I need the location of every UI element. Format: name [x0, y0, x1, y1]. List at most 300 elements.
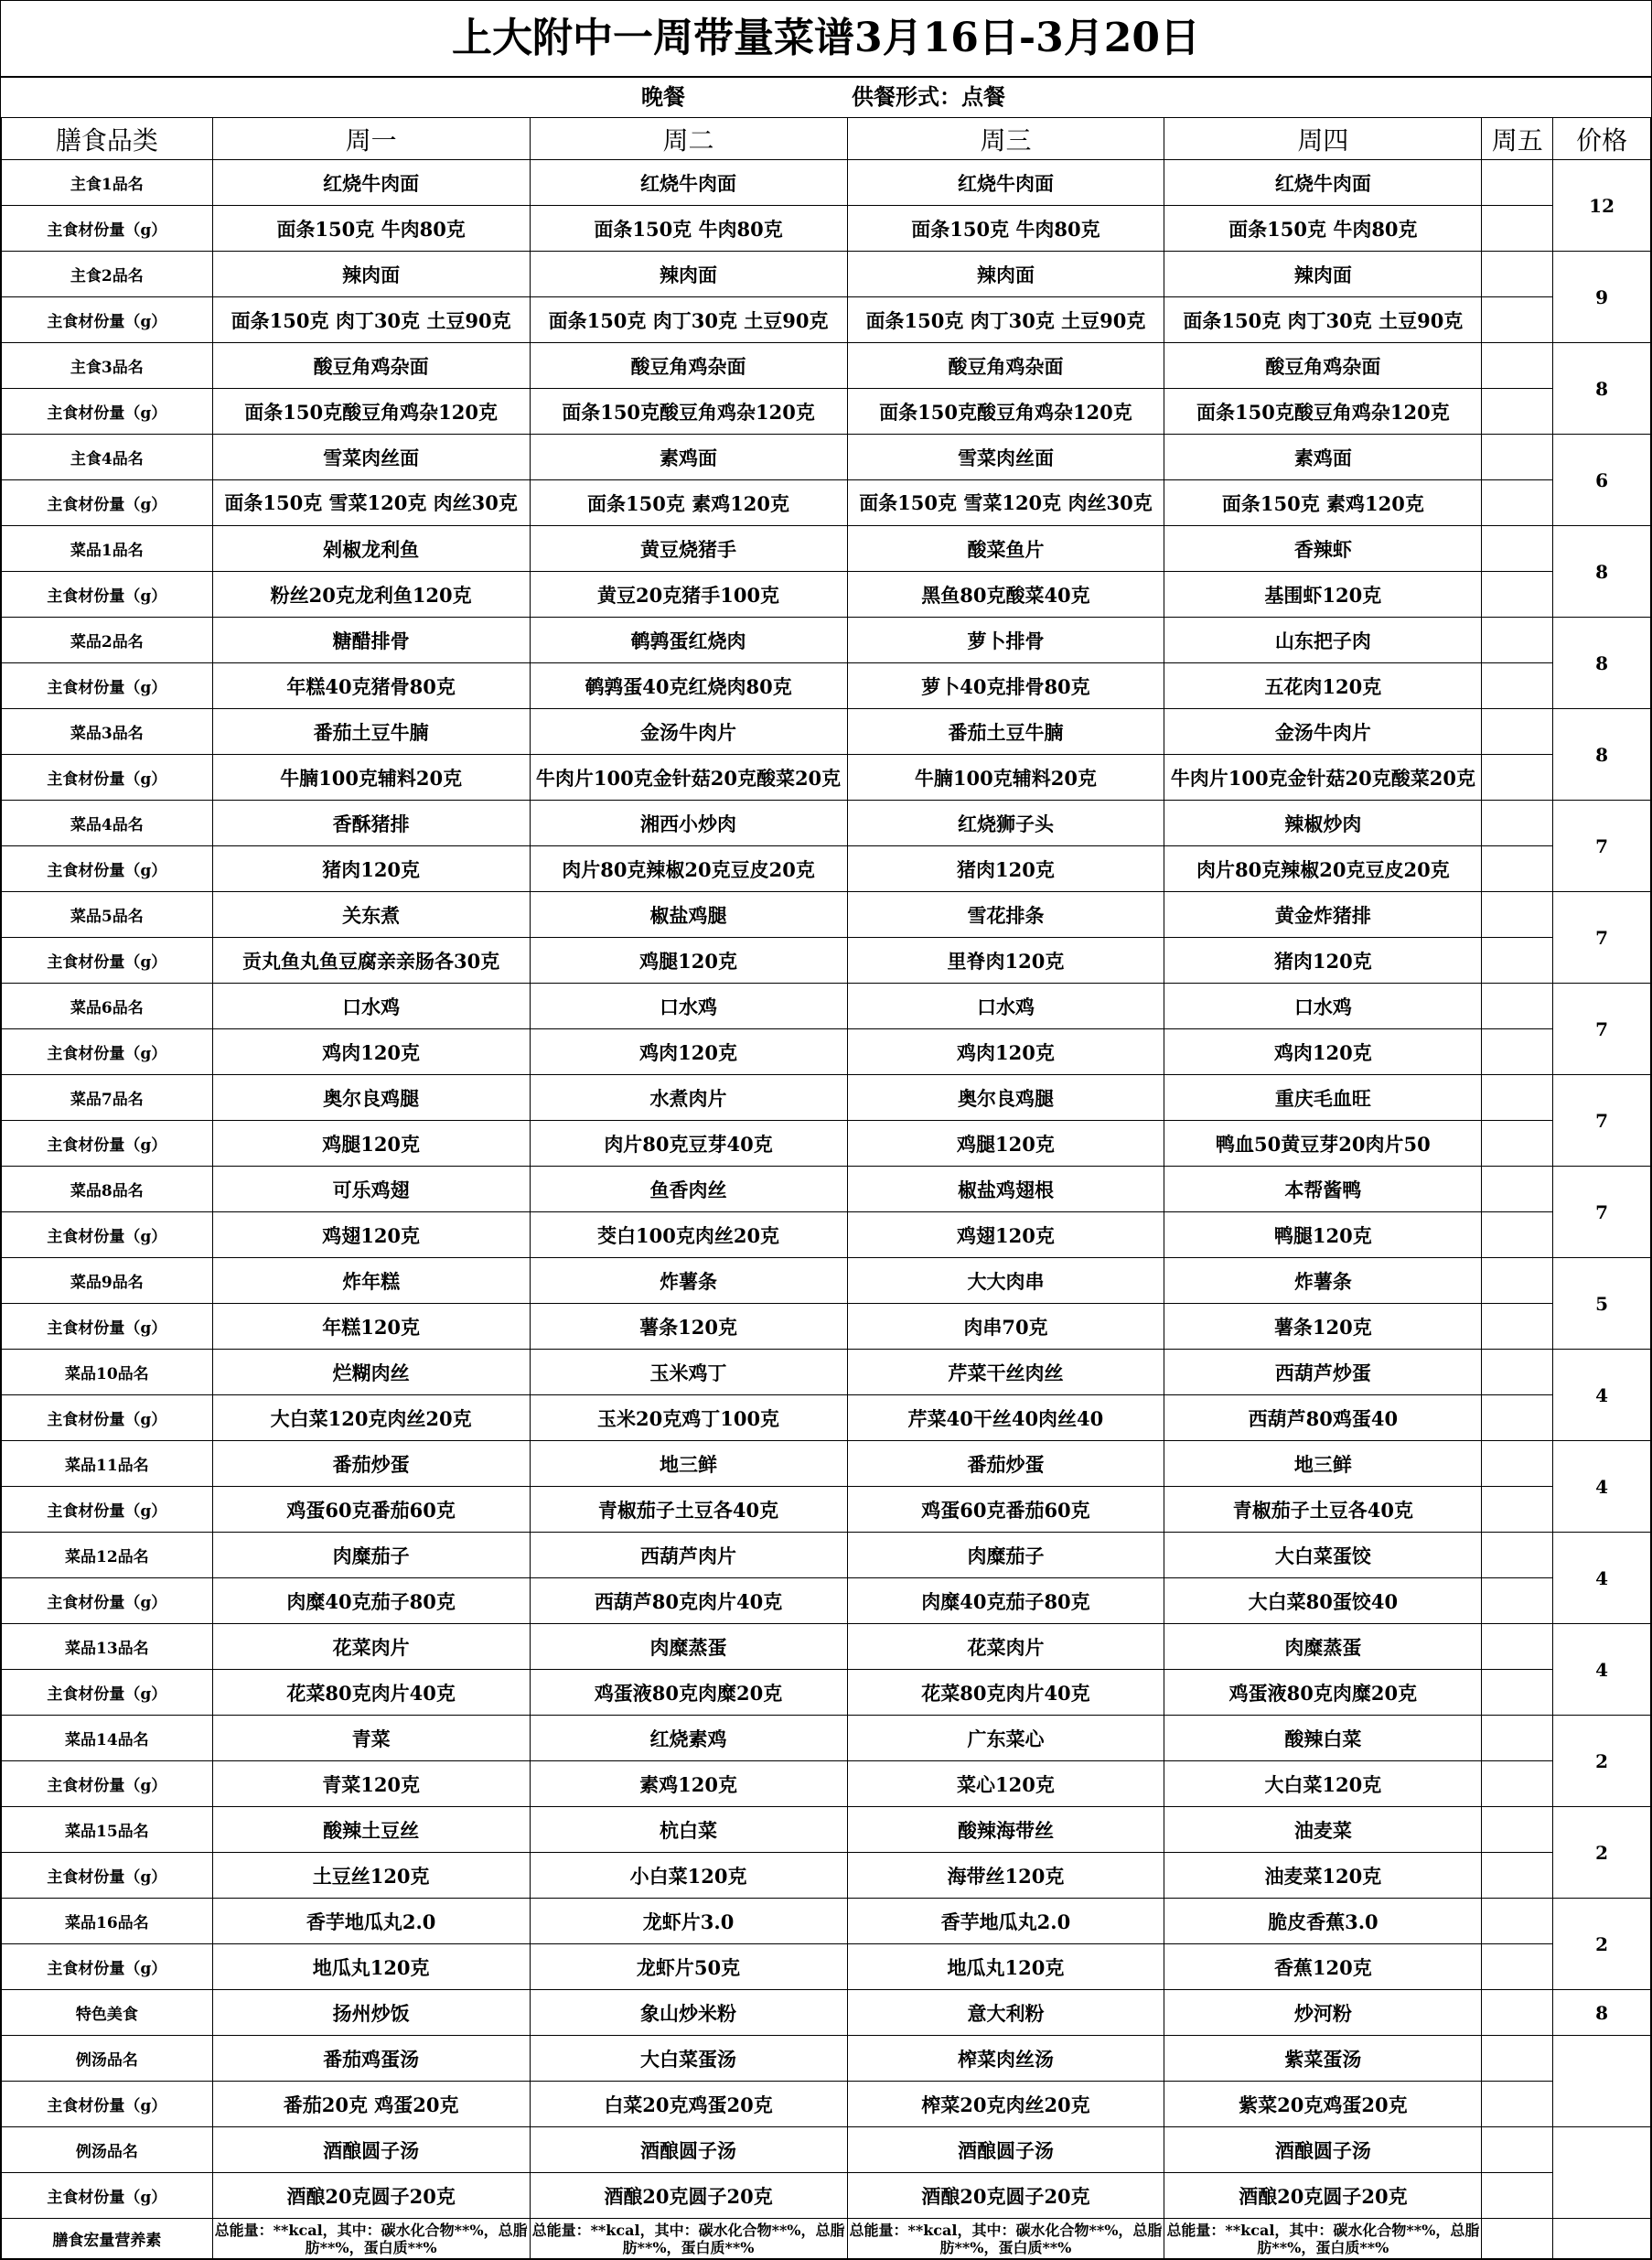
portion-cell: 茭白100克肉丝20克 [530, 1212, 847, 1258]
menu-item-qty-row [2, 1304, 1651, 1350]
portion-cell: 面条150克 牛肉80克 [1164, 206, 1482, 252]
row-label: 主食材份量（g） [2, 480, 213, 526]
portion-cell: 萝卜40克排骨80克 [847, 663, 1164, 709]
dish-name-cell: 酸豆角鸡杂面 [847, 343, 1164, 389]
portion-cell: 牛肉片100克金针菇20克酸菜20克 [530, 755, 847, 801]
menu-item-qty-row [2, 1944, 1651, 1990]
menu-item-name-row [2, 1258, 1651, 1304]
dish-name-cell: 西葫芦肉片 [530, 1533, 847, 1578]
portion-cell: 花菜80克肉片40克 [847, 1670, 1164, 1716]
portion-cell: 番茄20克 鸡蛋20克 [212, 2082, 530, 2127]
row-label: 主食材份量（g） [2, 1212, 213, 1258]
dish-name-cell [1482, 435, 1553, 480]
portion-cell: 面条150克 牛肉80克 [530, 206, 847, 252]
dish-name-cell: 辣肉面 [530, 252, 847, 297]
portion-cell [1482, 389, 1553, 435]
menu-item-qty-row [2, 755, 1651, 801]
menu-item-name-row [2, 1624, 1651, 1670]
header-monday: 周一 [212, 118, 530, 160]
portion-cell: 里脊肉120克 [847, 938, 1164, 984]
portion-cell: 薯条120克 [530, 1304, 847, 1350]
menu-item-name-row [2, 1716, 1651, 1761]
row-label: 菜品12品名 [2, 1533, 213, 1578]
dish-name-cell [1482, 1441, 1553, 1487]
dish-name-cell: 酒酿圆子汤 [212, 2127, 530, 2173]
row-label: 主食材份量（g） [2, 572, 213, 618]
menu-item-qty-row [2, 1853, 1651, 1899]
portion-cell: 面条150克 牛肉80克 [212, 206, 530, 252]
dish-name-cell: 大大肉串 [847, 1258, 1164, 1304]
price-cell: 2 [1553, 1899, 1651, 1990]
dish-name-cell: 炸薯条 [1164, 1258, 1482, 1304]
price-cell: 7 [1553, 801, 1651, 892]
menu-item-name-row [2, 1899, 1651, 1944]
dish-name-cell: 萝卜排骨 [847, 618, 1164, 663]
price-cell: 6 [1553, 435, 1651, 526]
row-label: 例汤品名 [2, 2036, 213, 2082]
portion-cell [1482, 1212, 1553, 1258]
menu-item-name-row [2, 1807, 1651, 1853]
row-label: 菜品9品名 [2, 1258, 213, 1304]
portion-cell: 鸡蛋60克番茄60克 [212, 1487, 530, 1533]
price-cell: 2 [1553, 1807, 1651, 1899]
soup-name-row [2, 2127, 1651, 2173]
portion-cell: 面条150克 肉丁30克 土豆90克 [530, 297, 847, 343]
portion-cell: 鹌鹑蛋40克红烧肉80克 [530, 663, 847, 709]
portion-cell [1482, 480, 1553, 526]
menu-item-qty-row [2, 389, 1651, 435]
dish-name-cell: 本帮酱鸭 [1164, 1167, 1482, 1212]
header-tuesday: 周二 [530, 118, 847, 160]
soup-qty-row [2, 2173, 1651, 2219]
page-title: 上大附中一周带量菜谱3月16日-3月20日 [1, 1, 1651, 78]
dish-name-cell: 香芋地瓜丸2.0 [847, 1899, 1164, 1944]
dish-name-cell: 金汤牛肉片 [530, 709, 847, 755]
menu-table [1, 117, 1651, 2259]
portion-cell: 鸡蛋液80克肉糜20克 [1164, 1670, 1482, 1716]
menu-item-qty-row [2, 1029, 1651, 1075]
row-label: 主食材份量（g） [2, 1578, 213, 1624]
portion-cell [1482, 2173, 1553, 2219]
row-label: 菜品16品名 [2, 1899, 213, 1944]
portion-cell: 面条150克 素鸡120克 [530, 480, 847, 526]
menu-item-qty-row [2, 1395, 1651, 1441]
portion-cell: 大白菜80蛋饺40 [1164, 1578, 1482, 1624]
row-label: 菜品5品名 [2, 892, 213, 938]
dish-name-cell [1482, 618, 1553, 663]
row-label: 菜品4品名 [2, 801, 213, 846]
price-cell: 5 [1553, 1258, 1651, 1350]
dish-name-cell [1482, 526, 1553, 572]
dish-name-cell: 口水鸡 [530, 984, 847, 1029]
row-label: 主食材份量（g） [2, 1853, 213, 1899]
dish-name-cell: 雪菜肉丝面 [212, 435, 530, 480]
dish-name-cell: 香辣虾 [1164, 526, 1482, 572]
portion-cell: 五花肉120克 [1164, 663, 1482, 709]
dish-name-cell: 大白菜蛋汤 [530, 2036, 847, 2082]
menu-item-name-row [2, 984, 1651, 1029]
portion-cell [1482, 1121, 1553, 1167]
dish-name-cell: 油麦菜 [1164, 1807, 1482, 1853]
dish-name-cell: 肉糜蒸蛋 [530, 1624, 847, 1670]
portion-cell: 鸡翅120克 [212, 1212, 530, 1258]
dish-name-cell: 鱼香肉丝 [530, 1167, 847, 1212]
menu-item-name-row [2, 1533, 1651, 1578]
portion-cell [1482, 846, 1553, 892]
dish-name-cell: 肉糜蒸蛋 [1164, 1624, 1482, 1670]
dish-name-cell [1482, 1624, 1553, 1670]
meal-info-bar [1, 76, 1651, 118]
row-label: 主食材份量（g） [2, 297, 213, 343]
menu-item-name-row [2, 1350, 1651, 1395]
dish-name-cell: 香酥猪排 [212, 801, 530, 846]
row-label: 菜品14品名 [2, 1716, 213, 1761]
dish-name-cell [1482, 2127, 1553, 2173]
header-wednesday: 周三 [847, 118, 1164, 160]
dish-name-cell: 关东煮 [212, 892, 530, 938]
price-cell: 4 [1553, 1441, 1651, 1533]
portion-cell: 面条150克酸豆角鸡杂120克 [1164, 389, 1482, 435]
dish-name-cell: 番茄炒蛋 [212, 1441, 530, 1487]
price-cell: 8 [1553, 526, 1651, 618]
dish-name-cell: 雪菜肉丝面 [847, 435, 1164, 480]
dish-name-cell: 重庆毛血旺 [1164, 1075, 1482, 1121]
dish-name-cell [1482, 1716, 1553, 1761]
menu-body [2, 160, 1651, 2259]
menu-item-name-row [2, 435, 1651, 480]
portion-cell: 青椒茄子土豆各40克 [530, 1487, 847, 1533]
dish-name-cell: 地三鲜 [1164, 1441, 1482, 1487]
dish-name-cell: 湘西小炒肉 [530, 801, 847, 846]
dish-name-cell: 香芋地瓜丸2.0 [212, 1899, 530, 1944]
price-cell: 4 [1553, 1533, 1651, 1624]
portion-cell [1482, 1944, 1553, 1990]
portion-cell [1482, 572, 1553, 618]
row-label: 主食材份量（g） [2, 1029, 213, 1075]
row-label: 主食1品名 [2, 160, 213, 206]
price-cell: 12 [1553, 160, 1651, 252]
menu-item-qty-row [2, 1487, 1651, 1533]
portion-cell: 酒酿20克圆子20克 [1164, 2173, 1482, 2219]
portion-cell: 香蕉120克 [1164, 1944, 1482, 1990]
portion-cell: 猪肉120克 [212, 846, 530, 892]
dish-name-cell [1482, 1899, 1553, 1944]
portion-cell: 青椒茄子土豆各40克 [1164, 1487, 1482, 1533]
row-label: 主食材份量（g） [2, 846, 213, 892]
portion-cell: 花菜80克肉片40克 [212, 1670, 530, 1716]
dish-name-cell: 红烧牛肉面 [847, 160, 1164, 206]
dish-name-cell: 奥尔良鸡腿 [847, 1075, 1164, 1121]
row-label: 菜品1品名 [2, 526, 213, 572]
dish-name-cell: 番茄土豆牛腩 [212, 709, 530, 755]
row-label: 例汤品名 [2, 2127, 213, 2173]
dish-name-cell: 口水鸡 [1164, 984, 1482, 1029]
dish-name-cell: 杭白菜 [530, 1807, 847, 1853]
dish-name-cell [1482, 1350, 1553, 1395]
header-row [2, 118, 1651, 160]
dish-name-cell: 鹌鹑蛋红烧肉 [530, 618, 847, 663]
dish-name-cell: 西葫芦炒蛋 [1164, 1350, 1482, 1395]
portion-cell [1482, 2082, 1553, 2127]
dish-name-cell: 大白菜蛋饺 [1164, 1533, 1482, 1578]
dish-name-cell: 花菜肉片 [847, 1624, 1164, 1670]
row-label: 主食3品名 [2, 343, 213, 389]
portion-cell: 牛腩100克辅料20克 [847, 755, 1164, 801]
dish-name-cell: 红烧牛肉面 [212, 160, 530, 206]
dish-name-cell: 红烧狮子头 [847, 801, 1164, 846]
portion-cell [1482, 663, 1553, 709]
menu-item-name-row [2, 252, 1651, 297]
portion-cell: 猪肉120克 [847, 846, 1164, 892]
dish-name-cell: 意大利粉 [847, 1990, 1164, 2036]
dish-name-cell: 番茄炒蛋 [847, 1441, 1164, 1487]
portion-cell: 黑鱼80克酸菜40克 [847, 572, 1164, 618]
dish-name-cell: 青菜 [212, 1716, 530, 1761]
dish-name-cell: 炸薯条 [530, 1258, 847, 1304]
portion-cell: 面条150克酸豆角鸡杂120克 [530, 389, 847, 435]
dish-name-cell: 酸豆角鸡杂面 [530, 343, 847, 389]
row-label: 菜品3品名 [2, 709, 213, 755]
portion-cell: 酒酿20克圆子20克 [530, 2173, 847, 2219]
menu-item-qty-row [2, 846, 1651, 892]
portion-cell: 年糕40克猪骨80克 [212, 663, 530, 709]
dish-name-cell: 口水鸡 [212, 984, 530, 1029]
meal-type: 晚餐 [641, 83, 685, 110]
row-label: 菜品11品名 [2, 1441, 213, 1487]
menu-item-qty-row [2, 1761, 1651, 1807]
row-label: 特色美食 [2, 1990, 213, 2036]
portion-cell: 鸡腿120克 [530, 938, 847, 984]
price-cell [1553, 2127, 1651, 2219]
portion-cell: 油麦菜120克 [1164, 1853, 1482, 1899]
portion-cell [1482, 1853, 1553, 1899]
price-cell: 9 [1553, 252, 1651, 343]
dish-name-cell: 素鸡面 [530, 435, 847, 480]
special-row [2, 1990, 1651, 2036]
portion-cell: 土豆丝120克 [212, 1853, 530, 1899]
portion-cell: 黄豆20克猪手100克 [530, 572, 847, 618]
row-label: 主食材份量（g） [2, 206, 213, 252]
menu-item-qty-row [2, 297, 1651, 343]
portion-cell: 鸡肉120克 [1164, 1029, 1482, 1075]
price-cell: 8 [1553, 618, 1651, 709]
portion-cell: 鸡肉120克 [530, 1029, 847, 1075]
dish-name-cell: 酒酿圆子汤 [1164, 2127, 1482, 2173]
row-label: 菜品15品名 [2, 1807, 213, 1853]
dish-name-cell: 酸辣白菜 [1164, 1716, 1482, 1761]
price-cell: 8 [1553, 709, 1651, 801]
menu-item-qty-row [2, 1121, 1651, 1167]
portion-cell: 鸡蛋液80克肉糜20克 [530, 1670, 847, 1716]
row-label: 主食材份量（g） [2, 1670, 213, 1716]
portion-cell: 菜心120克 [847, 1761, 1164, 1807]
dish-name-cell: 烂糊肉丝 [212, 1350, 530, 1395]
dish-name-cell: 糖醋排骨 [212, 618, 530, 663]
row-label: 菜品8品名 [2, 1167, 213, 1212]
menu-item-name-row [2, 1441, 1651, 1487]
dish-name-cell [1482, 801, 1553, 846]
nutrition-cell [1482, 2219, 1553, 2259]
dish-name-cell: 辣肉面 [847, 252, 1164, 297]
row-label: 主食2品名 [2, 252, 213, 297]
portion-cell: 薯条120克 [1164, 1304, 1482, 1350]
menu-item-qty-row [2, 480, 1651, 526]
dish-name-cell: 炒河粉 [1164, 1990, 1482, 2036]
row-label: 膳食宏量营养素 [2, 2219, 213, 2259]
row-label: 主食材份量（g） [2, 1395, 213, 1441]
portion-cell [1482, 1395, 1553, 1441]
nutrition-cell: 总能量：**kcal，其中：碳水化合物**%，总脂肪**%，蛋白质**% [530, 2219, 847, 2259]
portion-cell: 肉糜40克茄子80克 [212, 1578, 530, 1624]
menu-item-qty-row [2, 1212, 1651, 1258]
menu-item-name-row [2, 1075, 1651, 1121]
portion-cell: 鸭腿120克 [1164, 1212, 1482, 1258]
price-cell: 7 [1553, 1167, 1651, 1258]
dish-name-cell [1482, 1807, 1553, 1853]
portion-cell: 鸡肉120克 [847, 1029, 1164, 1075]
portion-cell: 面条150克 雪菜120克 肉丝30克 [847, 480, 1164, 526]
row-label: 主食材份量（g） [2, 938, 213, 984]
dish-name-cell: 山东把子肉 [1164, 618, 1482, 663]
dish-name-cell [1482, 160, 1553, 206]
dish-name-cell: 番茄土豆牛腩 [847, 709, 1164, 755]
menu-item-qty-row [2, 1670, 1651, 1716]
portion-cell: 地瓜丸120克 [212, 1944, 530, 1990]
nutrition-cell: 总能量：**kcal，其中：碳水化合物**%，总脂肪**%，蛋白质**% [212, 2219, 530, 2259]
dish-name-cell: 扬州炒饭 [212, 1990, 530, 2036]
portion-cell: 鸡腿120克 [847, 1121, 1164, 1167]
dish-name-cell: 酒酿圆子汤 [847, 2127, 1164, 2173]
portion-cell: 粉丝20克龙利鱼120克 [212, 572, 530, 618]
portion-cell [1482, 1029, 1553, 1075]
menu-item-qty-row [2, 663, 1651, 709]
portion-cell: 牛腩100克辅料20克 [212, 755, 530, 801]
row-label: 菜品7品名 [2, 1075, 213, 1121]
dish-name-cell: 辣肉面 [1164, 252, 1482, 297]
dish-name-cell: 番茄鸡蛋汤 [212, 2036, 530, 2082]
dish-name-cell: 椒盐鸡翅根 [847, 1167, 1164, 1212]
dish-name-cell [1482, 1533, 1553, 1578]
price-cell: 4 [1553, 1350, 1651, 1441]
price-cell [1553, 2036, 1651, 2127]
portion-cell: 玉米20克鸡丁100克 [530, 1395, 847, 1441]
row-label: 主食材份量（g） [2, 1121, 213, 1167]
row-label: 主食材份量（g） [2, 1487, 213, 1533]
portion-cell: 龙虾片50克 [530, 1944, 847, 1990]
portion-cell: 海带丝120克 [847, 1853, 1164, 1899]
portion-cell [1482, 1487, 1553, 1533]
dish-name-cell: 黄豆烧猪手 [530, 526, 847, 572]
portion-cell: 西葫芦80克肉片40克 [530, 1578, 847, 1624]
nutrition-row [2, 2219, 1651, 2259]
dish-name-cell: 剁椒龙利鱼 [212, 526, 530, 572]
menu-item-qty-row [2, 206, 1651, 252]
portion-cell: 肉片80克辣椒20克豆皮20克 [1164, 846, 1482, 892]
portion-cell: 芹菜40干丝40肉丝40 [847, 1395, 1164, 1441]
price-cell: 7 [1553, 892, 1651, 984]
portion-cell [1482, 297, 1553, 343]
portion-cell: 面条150克酸豆角鸡杂120克 [212, 389, 530, 435]
portion-cell: 青菜120克 [212, 1761, 530, 1807]
header-category: 膳食品类 [2, 118, 213, 160]
dish-name-cell [1482, 709, 1553, 755]
portion-cell: 紫菜20克鸡蛋20克 [1164, 2082, 1482, 2127]
portion-cell: 鸡肉120克 [212, 1029, 530, 1075]
menu-item-name-row [2, 618, 1651, 663]
portion-cell [1482, 206, 1553, 252]
menu-item-name-row [2, 892, 1651, 938]
dish-name-cell: 肉糜茄子 [847, 1533, 1164, 1578]
row-label: 菜品2品名 [2, 618, 213, 663]
dish-name-cell: 酸豆角鸡杂面 [1164, 343, 1482, 389]
row-label: 主食材份量（g） [2, 663, 213, 709]
portion-cell: 基围虾120克 [1164, 572, 1482, 618]
dish-name-cell: 炸年糕 [212, 1258, 530, 1304]
dish-name-cell: 红烧素鸡 [530, 1716, 847, 1761]
dish-name-cell: 龙虾片3.0 [530, 1899, 847, 1944]
dish-name-cell [1482, 1990, 1553, 2036]
portion-cell [1482, 938, 1553, 984]
row-label: 菜品6品名 [2, 984, 213, 1029]
menu-item-name-row [2, 526, 1651, 572]
soup-qty-row [2, 2082, 1651, 2127]
portion-cell: 酒酿20克圆子20克 [847, 2173, 1164, 2219]
nutrition-cell: 总能量：**kcal，其中：碳水化合物**%，总脂肪**%，蛋白质**% [847, 2219, 1164, 2259]
portion-cell [1482, 1578, 1553, 1624]
row-label: 主食材份量（g） [2, 389, 213, 435]
header-thursday: 周四 [1164, 118, 1482, 160]
dish-name-cell [1482, 892, 1553, 938]
row-label: 主食材份量（g） [2, 2173, 213, 2219]
row-label: 主食材份量（g） [2, 1761, 213, 1807]
portion-cell: 猪肉120克 [1164, 938, 1482, 984]
portion-cell: 酒酿20克圆子20克 [212, 2173, 530, 2219]
dish-name-cell: 象山炒米粉 [530, 1990, 847, 2036]
soup-name-row [2, 2036, 1651, 2082]
dish-name-cell: 辣肉面 [212, 252, 530, 297]
dish-name-cell: 酒酿圆子汤 [530, 2127, 847, 2173]
menu-item-name-row [2, 343, 1651, 389]
portion-cell: 地瓜丸120克 [847, 1944, 1164, 1990]
portion-cell: 贡丸鱼丸鱼豆腐亲亲肠各30克 [212, 938, 530, 984]
portion-cell: 榨菜20克肉丝20克 [847, 2082, 1164, 2127]
dish-name-cell: 辣椒炒肉 [1164, 801, 1482, 846]
portion-cell: 面条150克 肉丁30克 土豆90克 [847, 297, 1164, 343]
dish-name-cell: 酸辣土豆丝 [212, 1807, 530, 1853]
dish-name-cell [1482, 1258, 1553, 1304]
dish-name-cell: 花菜肉片 [212, 1624, 530, 1670]
portion-cell: 鸭血50黄豆芽20肉片50 [1164, 1121, 1482, 1167]
price-cell: 8 [1553, 1990, 1651, 2036]
dish-name-cell: 椒盐鸡腿 [530, 892, 847, 938]
portion-cell: 白菜20克鸡蛋20克 [530, 2082, 847, 2127]
portion-cell: 肉串70克 [847, 1304, 1164, 1350]
dish-name-cell: 奥尔良鸡腿 [212, 1075, 530, 1121]
price-cell [1553, 2219, 1651, 2259]
dish-name-cell: 酸菜鱼片 [847, 526, 1164, 572]
menu-item-qty-row [2, 938, 1651, 984]
menu-item-name-row [2, 1167, 1651, 1212]
dish-name-cell [1482, 343, 1553, 389]
price-cell: 4 [1553, 1624, 1651, 1716]
dish-name-cell [1482, 1167, 1553, 1212]
portion-cell: 鸡翅120克 [847, 1212, 1164, 1258]
header-friday: 周五 [1482, 118, 1553, 160]
portion-cell: 大白菜120克肉丝20克 [212, 1395, 530, 1441]
row-label: 菜品10品名 [2, 1350, 213, 1395]
dish-name-cell [1482, 2036, 1553, 2082]
dish-name-cell: 口水鸡 [847, 984, 1164, 1029]
